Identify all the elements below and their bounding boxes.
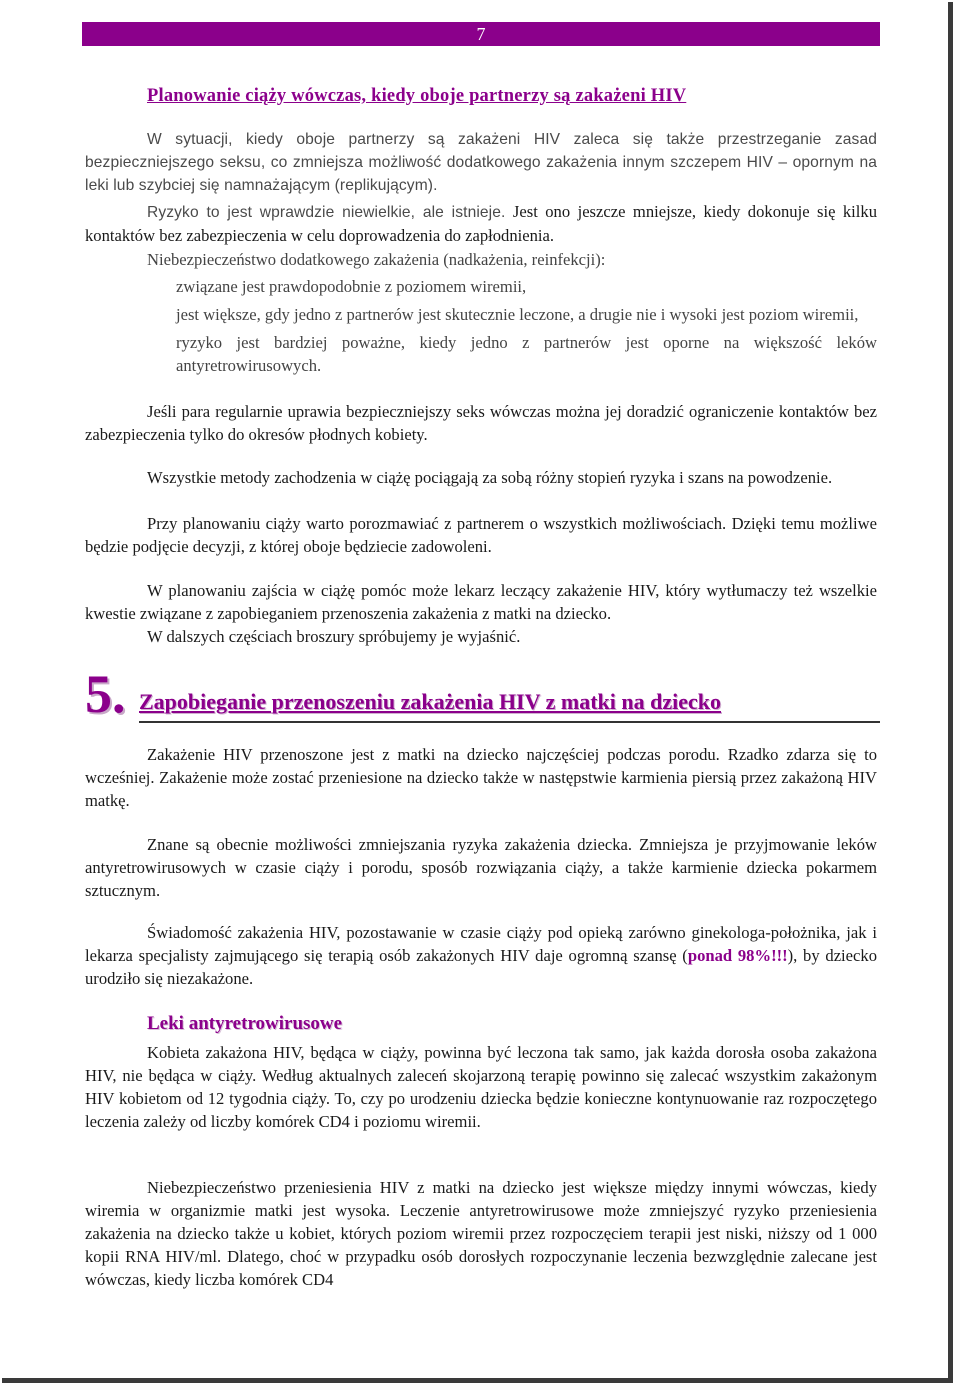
page-header-bar	[82, 22, 880, 46]
chapter-divider	[139, 721, 880, 723]
highlight-percentage: ponad 98%	[687, 946, 772, 965]
list-item: ryzyko jest bardziej poważne, kiedy jedno z partnerów jest oporne na większość leków antyretrowirusowych.	[176, 333, 877, 375]
chapter-number: 5.	[85, 664, 126, 724]
paragraph: Niebezpieczeństwo przeniesienia HIV z matki na dziecko jest większe między innymi wówczas, kiedy wiremia w organizmie matki jest wysoka. Leczenie antyretrowirusowe może zmniejszyć ryzyko przeniesienia zakażenia na dziecko także u kobiet, których poziom wiremii przez rozpoczęciem terapii jest niski, niższy od 1 000 kopii RNA HIV/ml. Dlatego, choć w przypadku osób dorosłych rozpoczynanie leczenia bezwzględnie zalecane jest wówczas, kiedy liczba komórek CD4	[85, 1178, 877, 1289]
subheading-antiretroviral: Leki antyretrowirusowe	[147, 1013, 343, 1034]
paragraph: W planowaniu zajścia w ciążę pomóc może lekarz leczący zakażenie HIV, który wytłumaczy też wszelkie kwestie związane z zapobieganiem przenoszenia zakażenia z matki na dziecko.	[85, 581, 877, 623]
paragraph: Znane są obecnie możliwości zmniejszania ryzyka zakażenia dziecka. Zmniejsza je przyjmowanie leków antyretrowirusowych w czasie ciąży i porodu, sposób rozwiązania ciąży, a także karmienie dziecka pokarmem sztucznym.	[85, 835, 877, 900]
risk-list	[85, 275, 877, 382]
paragraph: Zakażenie HIV przenoszone jest z matki na dziecko najczęściej podczas porodu. Rzadko zdarza się to wcześniej. Zakażenie może zostać przeniesione na dziecko także w następstwie karmienia piersią przez zakażoną HIV matkę.	[85, 745, 877, 810]
exclamation-marks: !!!	[771, 946, 788, 965]
list-item: jest większe, gdy jedno z partnerów jest skutecznie leczone, a drugie nie i wysoki jest poziom wiremii,	[176, 305, 859, 324]
paragraph-span: ), by dziecko urodziło się niezakażone.	[85, 946, 877, 988]
paragraph	[85, 200, 877, 247]
chapter-header	[85, 666, 880, 726]
paragraph: W sytuacji, kiedy oboje partnerzy są zakażeni HIV zaleca się także przestrzeganie zasad bezpieczniejszego seksu, co zmniejsza możliwość dodatkowego zakażenia innym szczepem HIV – opornym na leki lub szybciej się namnażającym (replikującym).	[85, 131, 877, 194]
paragraph: Jeśli para regularnie uprawia bezpieczniejszy seks wówczas można jej doradzić ograniczenie kontaktów bez zabezpieczenia tylko do okresów płodnych kobiety.	[85, 402, 877, 444]
chapter-title: Zapobieganie przenoszeniu zakażenia HIV z matki na dziecko	[139, 689, 721, 714]
paragraph-span: Świadomość zakażenia HIV, pozostawanie w czasie ciąży pod opieką zarówno ginekologa-położnika, jak i lekarza specjalisty zajmującego się terapią osób zakażonych HIV daje ogromną szansę (	[85, 923, 877, 965]
paragraph: Przy planowaniu ciąży warto porozmawiać z partnerem o wszystkich możliwościach. Dzięki temu możliwe będzie podjęcie decyzji, z której oboje będziecie zadowoleni.	[85, 514, 877, 556]
paragraph: Wszystkie metody zachodzenia w ciążę pociągają za sobą różny stopień ryzyka i szans na powodzenie.	[147, 468, 833, 487]
paragraph	[85, 921, 877, 990]
section-heading-planning: Planowanie ciąży wówczas, kiedy oboje partnerzy są zakażeni HIV	[147, 86, 687, 106]
paragraph: Niebezpieczeństwo dodatkowego zakażenia (nadkażenia, reinfekcji):	[147, 250, 606, 269]
paragraph: Kobieta zakażona HIV, będąca w ciąży, powinna być leczona tak samo, jak każda dorosła osoba zakażona HIV, nie będąca w ciąży. Według aktualnych zaleceń skojarzoną terapię powinno się zalecać wszystkim zakażonym HIV kobietom od 12 tygodnia ciąży. To, czy po urodzeniu dziecka będzie konieczne kontynuowanie raz rozpoczętego leczenia zależy od liczby komórek CD4 i poziomu wiremii.	[85, 1043, 877, 1131]
paragraph-span: Jest ono jeszcze mniejsze, kiedy dokonuje się kilku kontaktów bez zabezpieczenia w celu doprowadzenia do zapłodnienia.	[85, 202, 877, 245]
page-number: 7	[476, 24, 486, 44]
paragraph: W dalszych częściach broszury spróbujemy je wyjaśnić.	[147, 627, 521, 646]
paragraph-sans-span: Ryzyko to jest wprawdzie niewielkie, ale istnieje.	[147, 204, 506, 221]
list-item: związane jest prawdopodobnie z poziomem wiremii,	[176, 277, 527, 296]
